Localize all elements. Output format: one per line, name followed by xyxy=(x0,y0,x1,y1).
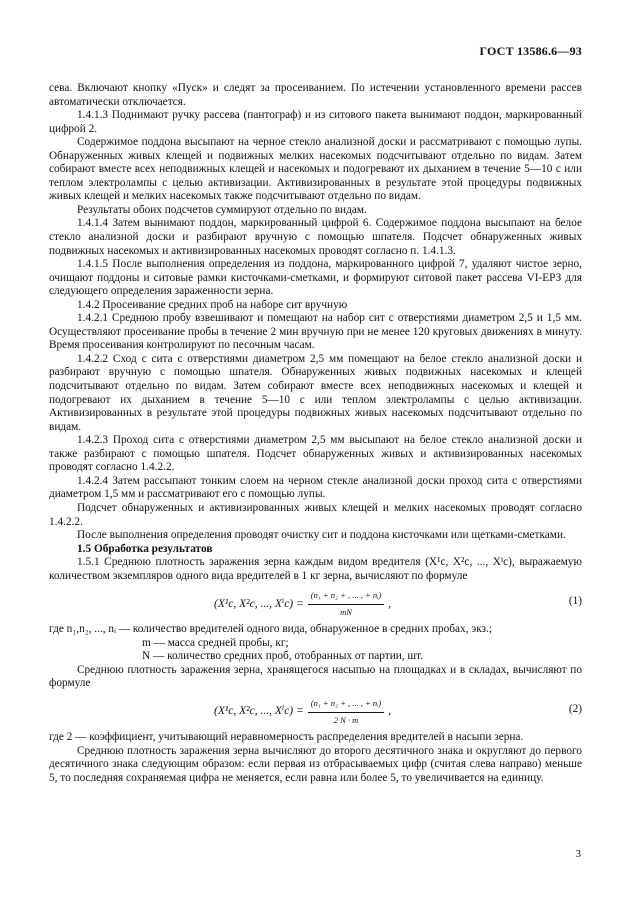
formula-1 xyxy=(49,587,582,619)
definition-line: где n₁,n₂, ..., nᵢ — количество вредителей одного вида, обнаруженное в средних пробах, экз.; xyxy=(49,623,492,636)
definition-line: m — масса средней пробы, кг; xyxy=(142,636,289,649)
subsection-heading: 1.4.2 Просеивание средних проб на наборе сит вручную xyxy=(77,298,348,311)
formula-2-fraction xyxy=(308,697,385,727)
formula-1-fraction xyxy=(308,589,385,619)
paragraph: Содержимое поддона высыпают на черное стекло анализной доски и рассматривают с помощью лупы. Обнаруженных живых клещей и подвижных мелких насекомых подсчитывают отдельно по видам. Затем собирают вместе всех неподвижных клещей и насекомых и подогревают их дыханием в течение 5—10 с или теплом электролампы с целью активизации. Активизированных в результате этой процедуры подвижных живых клещей и мелких насекомых также подсчитывают отдельно по видам. xyxy=(49,136,582,203)
paragraph: Подсчет обнаруженных и активизированных живых клещей и мелких насекомых проводят согласно 1.4.2.2. xyxy=(49,501,582,528)
paragraph: 1.5.1 Среднюю плотность заражения зерна каждым видом вредителя (X¹с, X²с, ..., Xⁱс), выражаемую количеством экземпляров одного вида вредителей в 1 кг зерна, вычисляют по формуле xyxy=(49,556,582,582)
formula-2-tail: , xyxy=(388,705,392,718)
paragraph: 1.4.1.3 Поднимают ручку рассева (пантограф) и из ситового пакета вынимают поддон, маркированный цифрой 2. xyxy=(49,109,582,135)
paragraph: где 2 — коэффициент, учитывающий неравномерность распределения вредителей в насыпи зерна. xyxy=(49,730,524,743)
formula-2-numerator: (n₁ + n₂ + , ... , + nᵢ) xyxy=(308,697,385,713)
page-number: 3 xyxy=(575,848,581,860)
paragraph: 1.4.2.3 Проход сита с отверстиями диаметром 2,5 мм высыпают на белое стекло анализной доски и также разбирают с помощью шпателя. Подсчет обнаруженных живых и активизированных насекомых проводят согласно 1.4.2.2. xyxy=(49,434,582,474)
formula-1-lhs: (X¹с, X²с, ..., Xⁱс) = xyxy=(214,597,304,610)
formula-2-number: (2) xyxy=(568,702,582,715)
formula-2-lhs: (X¹с, X²с, ..., Xⁱс) = xyxy=(214,705,304,718)
paragraph: После выполнения определения проводят очистку сит и поддона кисточками или щетками-сметками. xyxy=(77,529,566,542)
formula-1-number: (1) xyxy=(568,595,582,608)
document-body xyxy=(49,82,582,785)
paragraph: 1.4.2.4 Затем рассыпают тонким слоем на черном стекле анализной доски проход сита с отверстиями диаметром 1,5 мм и рассматривают его с помощью лупы. xyxy=(49,474,582,501)
paragraph: 1.4.1.4 Затем вынимают поддон, маркированный цифрой 6. Содержимое поддона высыпают на белое стекло анализной доски и разбирают вручную с помощью шпателя. Подсчет обнаруженных живых подвижных насекомых и активизированных насекомых проводят согласно п. 1.4.1.3. xyxy=(49,217,582,257)
paragraph: Среднюю плотность заражения зерна вычисляют до второго десятичного знака и округляют до первого десятичного знака следующим образом: если первая из отбрасываемых цифр (считая слева направо) меньше 5, то последняя сохраняемая цифра не меняется, если равна или более 5, то увеличивается на единицу. xyxy=(49,744,582,784)
paragraph: Результаты обоих подсчетов суммируют отдельно по видам. xyxy=(77,203,367,216)
formula-2 xyxy=(49,695,582,727)
paragraph: Среднюю плотность заражения зерна, хранящегося насыпью на площадках и в складах, вычисляют по формуле xyxy=(49,663,582,690)
formula-2-denominator: 2 N · m xyxy=(333,714,359,725)
formula-1-denominator: mN xyxy=(340,606,352,617)
formula-1-numerator: (n₁ + n₂ + , ... , + nᵢ) xyxy=(308,589,385,605)
paragraph: 1.4.1.5 После выполнения определения из поддона, маркированного цифрой 7, удаляют чистое зерно, очищают поддоны и ситовые рамки кисточками-сметками, и формируют ситовой пакет рассева VI-ЕРЗ для следующего определения зараженности зерна. xyxy=(49,258,582,298)
formula-1-tail: , xyxy=(388,597,392,610)
paragraph: сева. Включают кнопку «Пуск» и следят за просеиванием. По истечении установленного времени рассев автоматически отключается. xyxy=(49,82,582,108)
paragraph: 1.4.2.2 Сход с сита с отверстиями диаметром 2,5 мм помещают на белое стекло анализной доски и разбирают вручную с помощью шпателя. Обнаруженных живых подвижных насекомых и клещей подсчитывают отдельно по видам. Затем собирают вместе всех неподвижных насекомых и клещей и подогревают их дыханием в течение 5—10 с или теплом электролампы с целью активизации. Активизированных в результате этой процедуры подвижных живых насекомых подсчитывают отдельно по видам. xyxy=(49,352,582,433)
document-id-header: ГОСТ 13586.6—93 xyxy=(479,44,582,58)
section-heading: 1.5 Обработка результатов xyxy=(77,542,213,555)
paragraph: 1.4.2.1 Среднюю пробу взвешивают и помещают на набор сит с отверстиями диаметром 2,5 и 1,5 мм. Осуществляют просеивание пробы в течение 2 мин вручную при не менее 120 круговых движениях в минуту. Время просеивания контролируют по песочным часам. xyxy=(49,312,582,352)
definition-line: N — количество средних проб, отобранных от партии, шт. xyxy=(142,650,424,663)
